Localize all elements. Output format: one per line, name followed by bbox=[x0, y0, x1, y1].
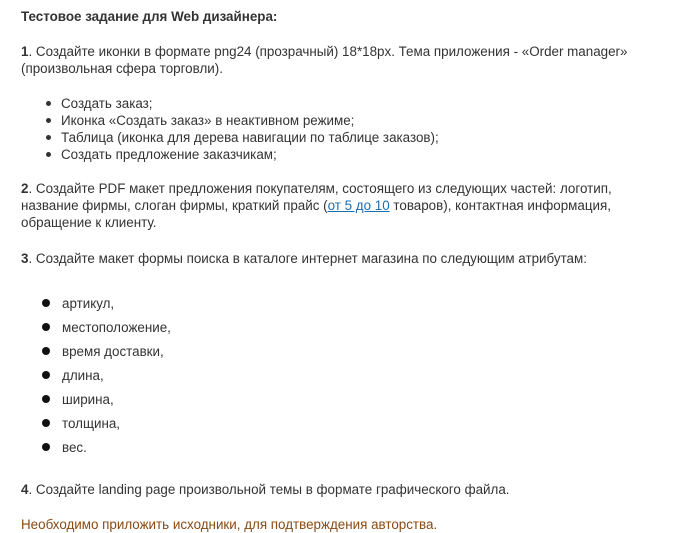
list-item-text: местоположение, bbox=[62, 320, 171, 335]
list-item-text: артикул, bbox=[62, 296, 115, 311]
list-item bbox=[46, 95, 661, 112]
task-1-paragraph bbox=[21, 43, 661, 77]
bullet-icon bbox=[42, 371, 50, 379]
task-2-number: 2 bbox=[21, 181, 29, 196]
task-2-text-before: . Создайте PDF макет предложения покупателям, состоящего из следующих частей: логотип, название фирмы, слоган фирмы, краткий прайс ( bbox=[21, 181, 612, 213]
list-item bbox=[46, 112, 661, 129]
document-title: Тестовое задание для Web дизайнера: bbox=[21, 9, 278, 24]
bullet-icon bbox=[42, 443, 50, 451]
bullet-icon bbox=[46, 118, 51, 123]
list-item-text: Таблица (иконка для дерева навигации по таблице заказов); bbox=[61, 130, 439, 145]
task-1-icon-list bbox=[21, 95, 661, 163]
list-item bbox=[41, 391, 661, 415]
task-4-paragraph bbox=[21, 481, 661, 498]
price-range-link[interactable]: от 5 до 10 bbox=[327, 198, 390, 213]
bullet-icon bbox=[46, 101, 51, 106]
task-1-number: 1 bbox=[21, 44, 29, 59]
list-item bbox=[41, 343, 661, 367]
list-item-text: длина, bbox=[62, 368, 104, 383]
task-2-text-after: товаров), контактная информация, обращение к клиенту. bbox=[21, 198, 611, 230]
task-3-attribute-list bbox=[21, 295, 661, 463]
task-2-paragraph bbox=[21, 180, 661, 231]
task-3-number: 3 bbox=[21, 251, 29, 266]
task-1-text: . Создайте иконки в формате png24 (прозрачный) 18*18px. Тема приложения - «Order manager» (произвольная сфера торговли). bbox=[21, 44, 628, 76]
list-item bbox=[41, 367, 661, 391]
bullet-icon bbox=[42, 419, 50, 427]
list-item bbox=[41, 415, 661, 439]
bullet-icon bbox=[42, 347, 50, 355]
list-item-text: Создать заказ; bbox=[61, 96, 153, 111]
task-3-text: . Создайте макет формы поиска в каталоге интернет магазина по следующим атрибутам: bbox=[28, 251, 587, 266]
task-4-number: 4 bbox=[21, 482, 29, 497]
task-4-text: . Создайте landing page произвольной темы в формате графического файла. bbox=[28, 482, 510, 497]
list-item bbox=[41, 439, 661, 463]
bullet-icon bbox=[46, 152, 51, 157]
bullet-icon bbox=[42, 395, 50, 403]
list-item bbox=[46, 146, 661, 163]
list-item-text: Создать предложение заказчикам; bbox=[61, 147, 277, 162]
list-item bbox=[41, 295, 661, 319]
list-item-text: Иконка «Создать заказ» в неактивном режиме; bbox=[61, 113, 355, 128]
list-item-text: время доставки, bbox=[62, 344, 164, 359]
list-item-text: вес. bbox=[62, 440, 87, 455]
list-item bbox=[46, 129, 661, 146]
list-item bbox=[41, 319, 661, 343]
authorship-note: Необходимо приложить исходники, для подтверждения авторства. bbox=[21, 517, 438, 532]
task-3-paragraph bbox=[21, 250, 661, 267]
bullet-icon bbox=[42, 323, 50, 331]
list-item-text: ширина, bbox=[62, 392, 114, 407]
bullet-icon bbox=[42, 299, 50, 307]
list-item-text: толщина, bbox=[62, 416, 121, 431]
bullet-icon bbox=[46, 135, 51, 140]
